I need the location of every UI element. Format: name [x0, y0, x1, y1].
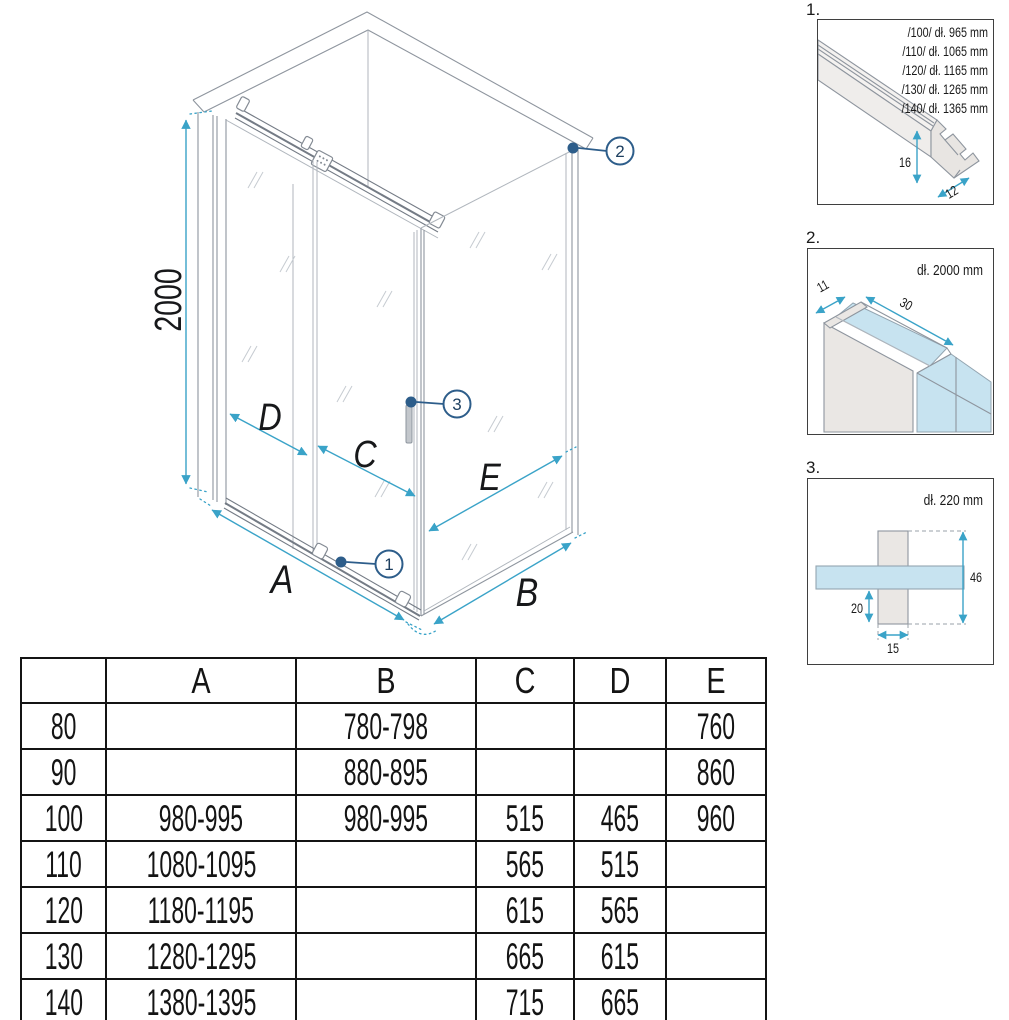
table-row — [21, 749, 766, 795]
callout-2 — [568, 138, 634, 165]
dimensions-table-container — [20, 657, 767, 1020]
table-cell — [476, 749, 574, 795]
table-cell: 565 — [476, 841, 574, 887]
table-cell: 980-995 — [296, 795, 476, 841]
length-option-110: /110/ dł. 1065 mm — [902, 43, 988, 60]
svg-text:1: 1 — [384, 555, 394, 574]
detail-2-number: 2. — [806, 228, 821, 247]
table-cell: 665 — [476, 933, 574, 979]
dim-label-c: C — [353, 433, 377, 476]
dim-label-16: 16 — [898, 154, 911, 171]
dim-label-e: E — [479, 456, 501, 499]
length-option-120: /120/ dł. 1165 mm — [902, 62, 988, 79]
col-header-d: D — [574, 658, 666, 703]
dim-label-b: B — [515, 569, 539, 615]
table-cell: 960 — [666, 795, 766, 841]
table-cell — [296, 933, 476, 979]
col-header-a: A — [106, 658, 296, 703]
table-cell — [296, 979, 476, 1020]
table-cell: 130 — [21, 933, 106, 979]
door-handle — [406, 405, 412, 443]
glass-bar — [816, 566, 964, 589]
table-cell: 90 — [21, 749, 106, 795]
detail-panel-1 — [817, 19, 994, 205]
col-header-c: C — [476, 658, 574, 703]
col-header-b: B — [296, 658, 476, 703]
detail-3-stabilizer-drawing — [808, 479, 992, 663]
detail-panel-3 — [807, 478, 994, 665]
table-cell — [666, 979, 766, 1020]
svg-text:2: 2 — [615, 142, 625, 161]
table-cell: 120 — [21, 887, 106, 933]
table-cell: 1180-1195 — [106, 887, 296, 933]
table-cell: 80 — [21, 703, 106, 749]
table-cell: 515 — [574, 841, 666, 887]
table-cell: 1380-1395 — [106, 979, 296, 1020]
table-cell — [574, 749, 666, 795]
table-cell — [106, 749, 296, 795]
detail-1-rail-profile-drawing — [818, 20, 992, 203]
table-cell — [666, 933, 766, 979]
table-cell: 140 — [21, 979, 106, 1020]
table-row — [21, 795, 766, 841]
detail-3-number: 3. — [806, 458, 821, 477]
dim-label-20: 20 — [850, 600, 863, 617]
table-cell: 980-995 — [106, 795, 296, 841]
table-cell: 860 — [666, 749, 766, 795]
table-cell: 1080-1095 — [106, 841, 296, 887]
table-cell: 780-798 — [296, 703, 476, 749]
door-glass-edges — [293, 160, 417, 612]
table-cell: 515 — [476, 795, 574, 841]
col-header-size — [21, 658, 106, 703]
table-cell — [666, 841, 766, 887]
dim-label-d: D — [258, 396, 282, 439]
svg-text:3: 3 — [452, 395, 462, 414]
dimensions-table — [20, 657, 767, 1020]
dim-label-height: 2000 — [148, 268, 191, 332]
glass-reflections — [242, 172, 557, 560]
dim-label-12: 12 — [942, 182, 961, 202]
table-cell: 760 — [666, 703, 766, 749]
table-row — [21, 703, 766, 749]
table-cell — [106, 703, 296, 749]
table-cell — [296, 887, 476, 933]
detail-panel-2 — [807, 248, 994, 435]
left-wall-profile — [198, 112, 226, 505]
table-cell — [666, 887, 766, 933]
top-wall-outline — [193, 12, 593, 188]
rail-profile-cross-section — [931, 120, 979, 178]
table-cell: 100 — [21, 795, 106, 841]
table-header-row — [21, 658, 766, 703]
shower-enclosure-drawing — [0, 0, 790, 650]
table-cell: 465 — [574, 795, 666, 841]
dim-label-15: 15 — [886, 640, 900, 657]
sliding-rail — [235, 96, 445, 232]
callout-3 — [406, 391, 471, 418]
length-option-140: /140/ dł. 1365 mm — [901, 100, 988, 117]
length-option-100: /100/ dł. 965 mm — [907, 24, 988, 41]
table-cell: 565 — [574, 887, 666, 933]
table-row — [21, 841, 766, 887]
table-cell: 1280-1295 — [106, 933, 296, 979]
table-cell: 615 — [574, 933, 666, 979]
table-cell: 715 — [476, 979, 574, 1020]
glass-top-edge — [226, 120, 438, 238]
detail-3-length-label: dł. 220 mm — [923, 491, 983, 509]
table-cell — [574, 703, 666, 749]
table-row — [21, 979, 766, 1020]
detail-2-wall-profile-drawing — [808, 249, 992, 433]
table-cell — [296, 841, 476, 887]
dim-label-a: A — [270, 556, 294, 602]
detail-1-number: 1. — [806, 0, 821, 19]
table-cell — [476, 703, 574, 749]
length-option-130: /130/ dł. 1265 mm — [901, 81, 988, 98]
table-cell: 880-895 — [296, 749, 476, 795]
dim-label-30: 30 — [897, 294, 916, 314]
table-row — [21, 933, 766, 979]
detail-2-length-label: dł. 2000 mm — [916, 261, 983, 279]
table-cell: 665 — [574, 979, 666, 1020]
table-cell: 615 — [476, 887, 574, 933]
table-cell: 110 — [21, 841, 106, 887]
table-row — [21, 887, 766, 933]
col-header-e: E — [666, 658, 766, 703]
dim-label-11: 11 — [814, 276, 832, 296]
dim-label-46: 46 — [970, 569, 983, 586]
